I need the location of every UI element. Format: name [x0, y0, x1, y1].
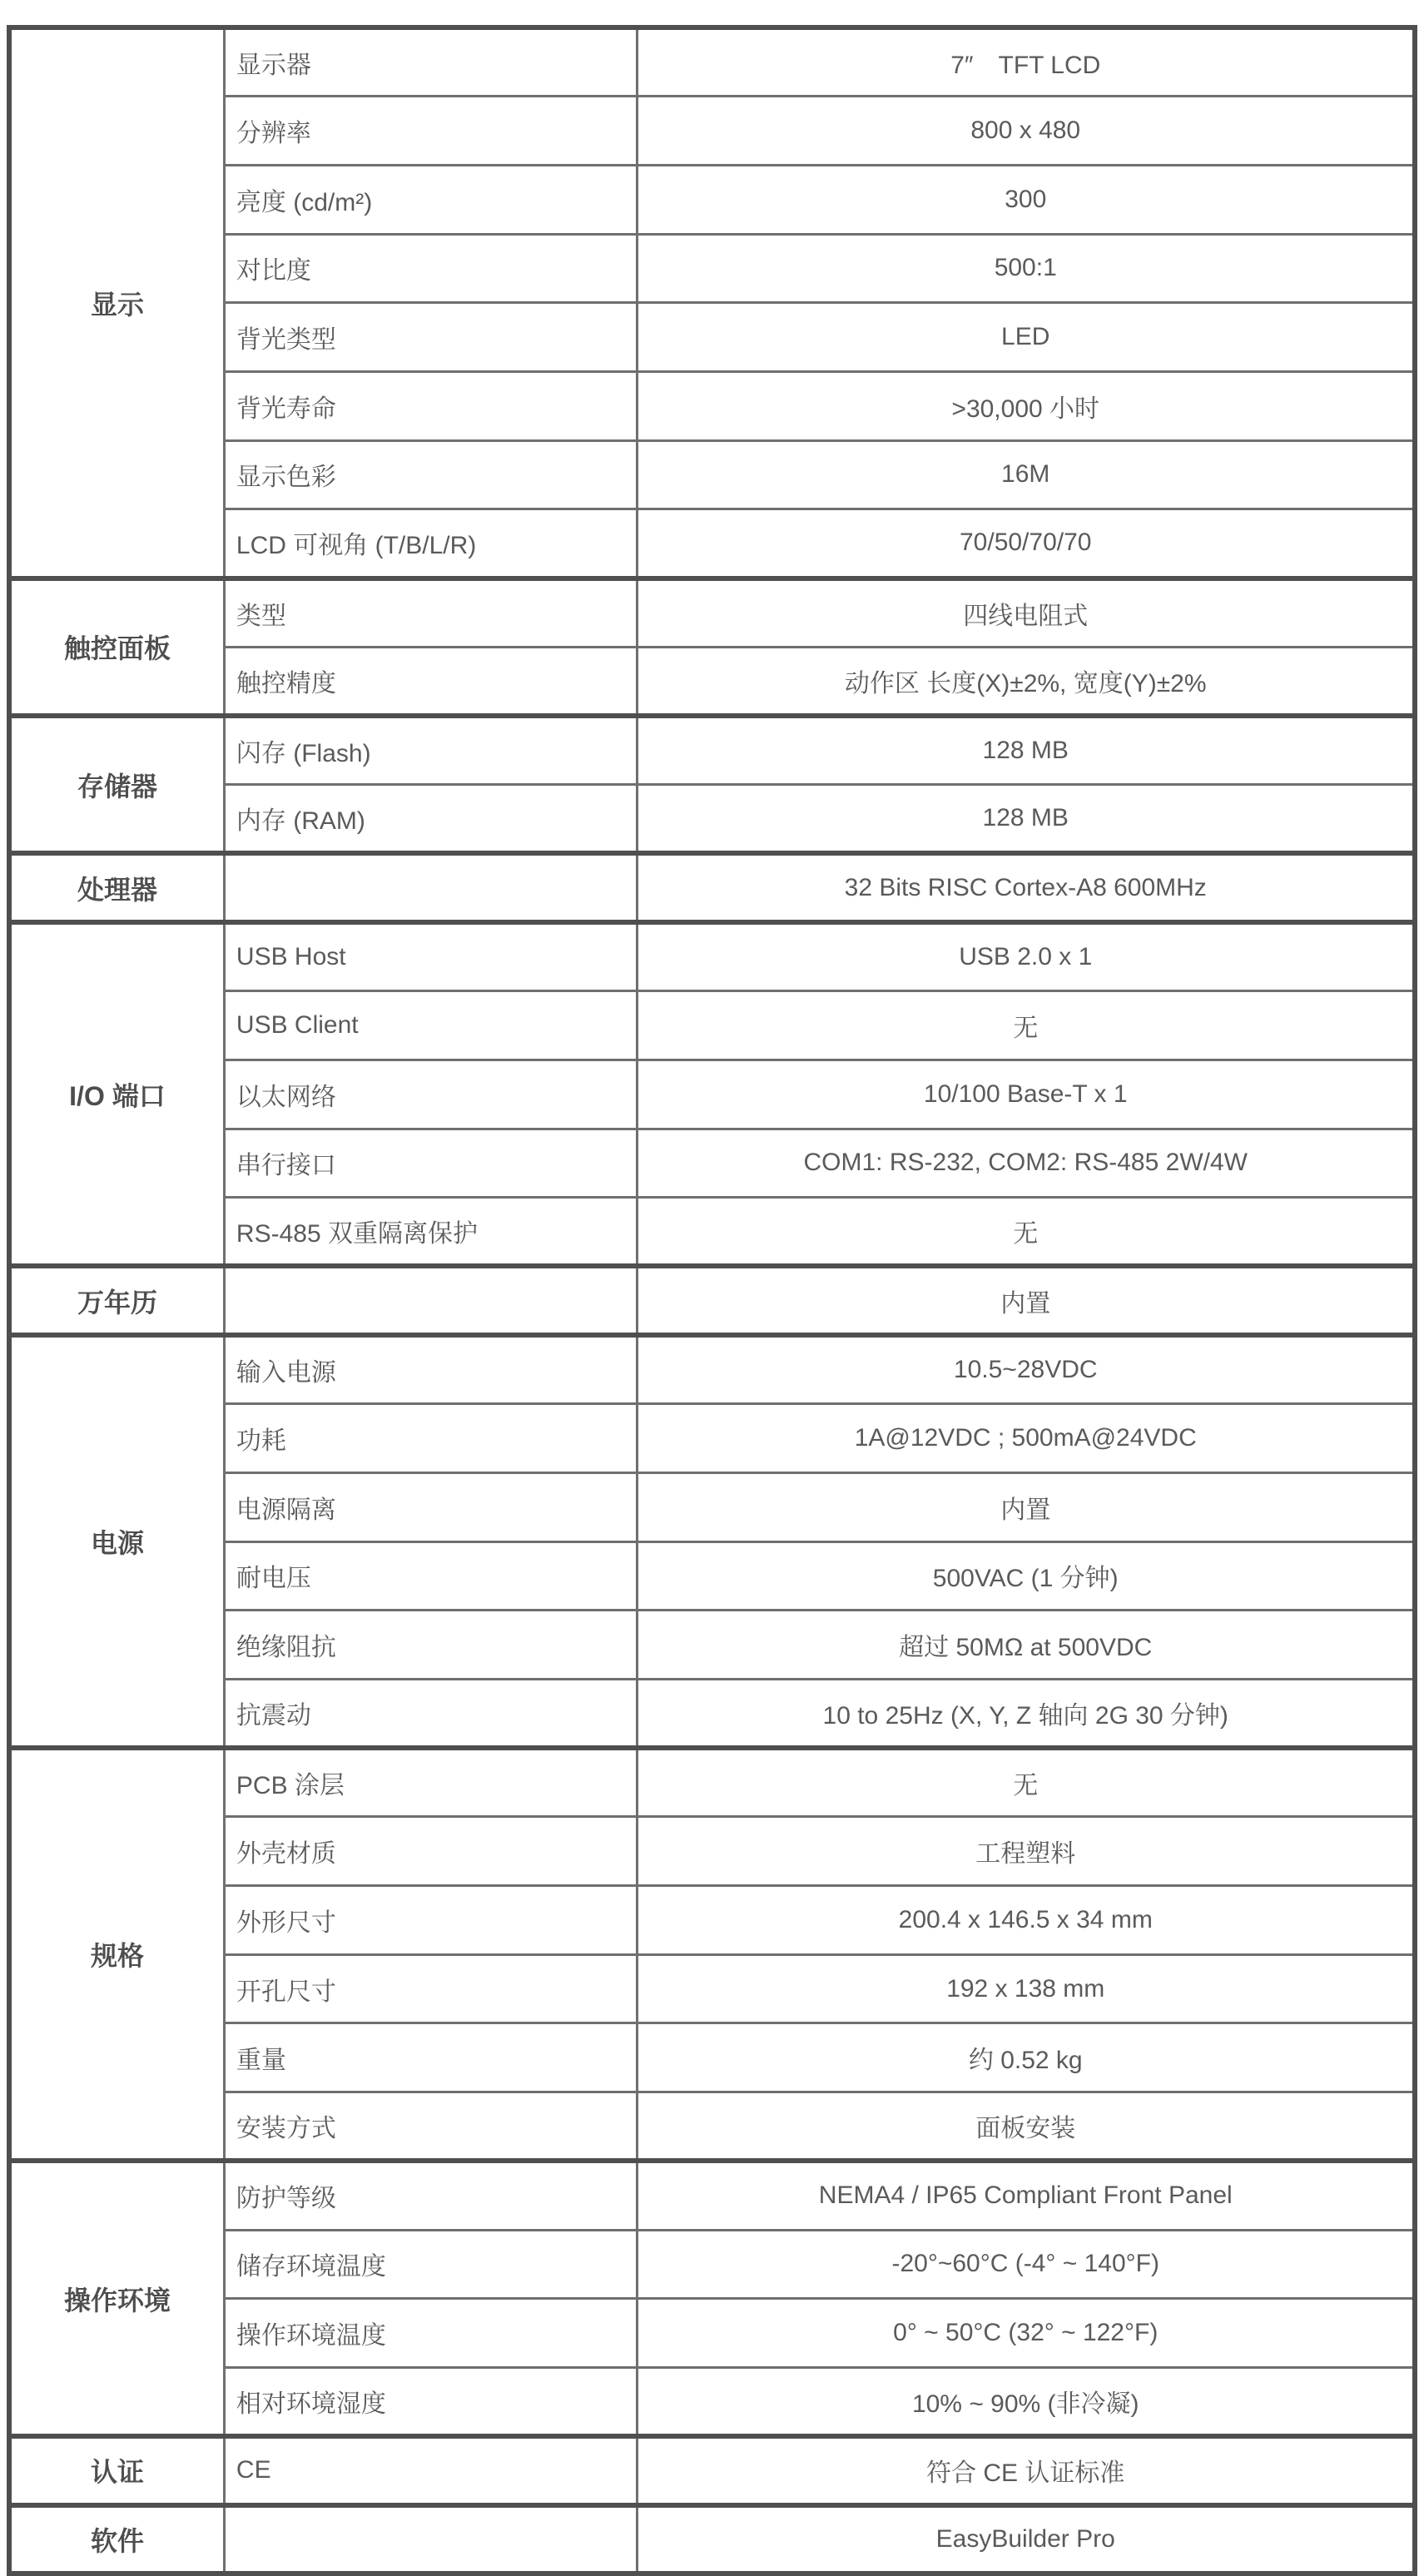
spec-value-cell: 面板安装	[638, 2092, 1415, 2162]
spec-value-cell: >30,000 小时	[638, 371, 1415, 440]
spec-value-cell: 10% ~ 90% (非冷凝)	[638, 2367, 1415, 2436]
spec-label-cell: PCB 涂层	[224, 1748, 638, 1817]
table-row	[9, 1748, 1415, 1817]
spec-value-cell: 无	[638, 991, 1415, 1060]
spec-label-cell	[224, 1266, 638, 1335]
spec-value-cell: 200.4 x 146.5 x 34 mm	[638, 1886, 1415, 1955]
spec-label-cell: 分辨率	[224, 97, 638, 166]
spec-value-cell: 内置	[638, 1472, 1415, 1541]
spec-value-cell: 无	[638, 1748, 1415, 1817]
spec-value-cell: 1A@12VDC ; 500mA@24VDC	[638, 1404, 1415, 1473]
spec-label-cell: 内存 (RAM)	[224, 785, 638, 854]
spec-label-cell: 耐电压	[224, 1541, 638, 1611]
spec-value-cell: USB 2.0 x 1	[638, 922, 1415, 991]
spec-label-cell: 防护等级	[224, 2161, 638, 2230]
spec-label-cell: 显示器	[224, 27, 638, 97]
category-cell: 电源	[9, 1335, 224, 1748]
category-cell: 存储器	[9, 716, 224, 853]
category-cell: 显示	[9, 27, 224, 578]
spec-label-cell: 开孔尺寸	[224, 1954, 638, 2023]
spec-label-cell: 储存环境温度	[224, 2230, 638, 2299]
table-row	[9, 2161, 1415, 2230]
category-cell: I/O 端口	[9, 922, 224, 1266]
spec-table	[7, 25, 1417, 2576]
table-row	[9, 716, 1415, 785]
spec-value-cell: 16M	[638, 440, 1415, 509]
table-row	[9, 922, 1415, 991]
spec-value-cell: 符合 CE 认证标准	[638, 2436, 1415, 2505]
category-cell: 操作环境	[9, 2161, 224, 2436]
spec-label-cell: 功耗	[224, 1404, 638, 1473]
spec-label-cell: 电源隔离	[224, 1472, 638, 1541]
spec-label-cell: 外壳材质	[224, 1817, 638, 1886]
spec-value-cell: 10.5~28VDC	[638, 1335, 1415, 1404]
spec-value-cell: 0° ~ 50°C (32° ~ 122°F)	[638, 2299, 1415, 2368]
table-row	[9, 1266, 1415, 1335]
spec-label-cell: 触控精度	[224, 647, 638, 716]
table-row	[9, 27, 1415, 97]
spec-label-cell: RS-485 双重隔离保护	[224, 1198, 638, 1267]
spec-label-cell	[224, 853, 638, 922]
spec-label-cell: LCD 可视角 (T/B/L/R)	[224, 509, 638, 578]
spec-value-cell: 动作区 长度(X)±2%, 宽度(Y)±2%	[638, 647, 1415, 716]
category-cell: 软件	[9, 2505, 224, 2574]
spec-label-cell: 类型	[224, 578, 638, 648]
spec-label-cell: 绝缘阻抗	[224, 1611, 638, 1680]
spec-value-cell: EasyBuilder Pro	[638, 2505, 1415, 2574]
spec-value-cell: 约 0.52 kg	[638, 2023, 1415, 2092]
spec-label-cell: 外形尺寸	[224, 1886, 638, 1955]
spec-label-cell: USB Client	[224, 991, 638, 1060]
spec-value-cell: 无	[638, 1198, 1415, 1267]
spec-value-cell: 500VAC (1 分钟)	[638, 1541, 1415, 1611]
spec-label-cell: 亮度 (cd/m²)	[224, 165, 638, 234]
spec-value-cell: 工程塑料	[638, 1817, 1415, 1886]
spec-value-cell: 10/100 Base-T x 1	[638, 1060, 1415, 1129]
spec-value-cell: 超过 50MΩ at 500VDC	[638, 1611, 1415, 1680]
spec-value-cell: 10 to 25Hz (X, Y, Z 轴向 2G 30 分钟)	[638, 1680, 1415, 1749]
spec-value-cell: 128 MB	[638, 716, 1415, 785]
spec-value-cell: 32 Bits RISC Cortex-A8 600MHz	[638, 853, 1415, 922]
spec-label-cell: USB Host	[224, 922, 638, 991]
spec-value-cell: 800 x 480	[638, 97, 1415, 166]
spec-value-cell: 500:1	[638, 234, 1415, 303]
spec-label-cell: 重量	[224, 2023, 638, 2092]
spec-value-cell: 70/50/70/70	[638, 509, 1415, 578]
spec-value-cell: 内置	[638, 1266, 1415, 1335]
spec-table-body	[9, 27, 1415, 2574]
spec-label-cell: 背光类型	[224, 303, 638, 372]
spec-label-cell: CE	[224, 2436, 638, 2505]
spec-label-cell: 抗震动	[224, 1680, 638, 1749]
spec-label-cell: 相对环境湿度	[224, 2367, 638, 2436]
spec-value-cell: 四线电阻式	[638, 578, 1415, 648]
spec-label-cell: 操作环境温度	[224, 2299, 638, 2368]
spec-value-cell: 7″ TFT LCD	[638, 27, 1415, 97]
category-cell: 规格	[9, 1748, 224, 2161]
spec-label-cell: 背光寿命	[224, 371, 638, 440]
table-row	[9, 578, 1415, 648]
spec-value-cell: LED	[638, 303, 1415, 372]
category-cell: 认证	[9, 2436, 224, 2505]
spec-label-cell: 对比度	[224, 234, 638, 303]
table-row	[9, 853, 1415, 922]
table-row	[9, 1335, 1415, 1404]
category-cell: 触控面板	[9, 578, 224, 716]
spec-label-cell: 串行接口	[224, 1129, 638, 1198]
spec-value-cell: COM1: RS-232, COM2: RS-485 2W/4W	[638, 1129, 1415, 1198]
category-cell: 处理器	[9, 853, 224, 922]
spec-label-cell: 以太网络	[224, 1060, 638, 1129]
spec-value-cell: NEMA4 / IP65 Compliant Front Panel	[638, 2161, 1415, 2230]
table-row	[9, 2436, 1415, 2505]
spec-value-cell: 128 MB	[638, 785, 1415, 854]
spec-value-cell: 192 x 138 mm	[638, 1954, 1415, 2023]
category-cell: 万年历	[9, 1266, 224, 1335]
spec-value-cell: -20°~60°C (-4° ~ 140°F)	[638, 2230, 1415, 2299]
spec-value-cell: 300	[638, 165, 1415, 234]
spec-label-cell	[224, 2505, 638, 2574]
spec-label-cell: 闪存 (Flash)	[224, 716, 638, 785]
spec-label-cell: 安装方式	[224, 2092, 638, 2162]
spec-label-cell: 显示色彩	[224, 440, 638, 509]
table-row	[9, 2505, 1415, 2574]
spec-label-cell: 输入电源	[224, 1335, 638, 1404]
